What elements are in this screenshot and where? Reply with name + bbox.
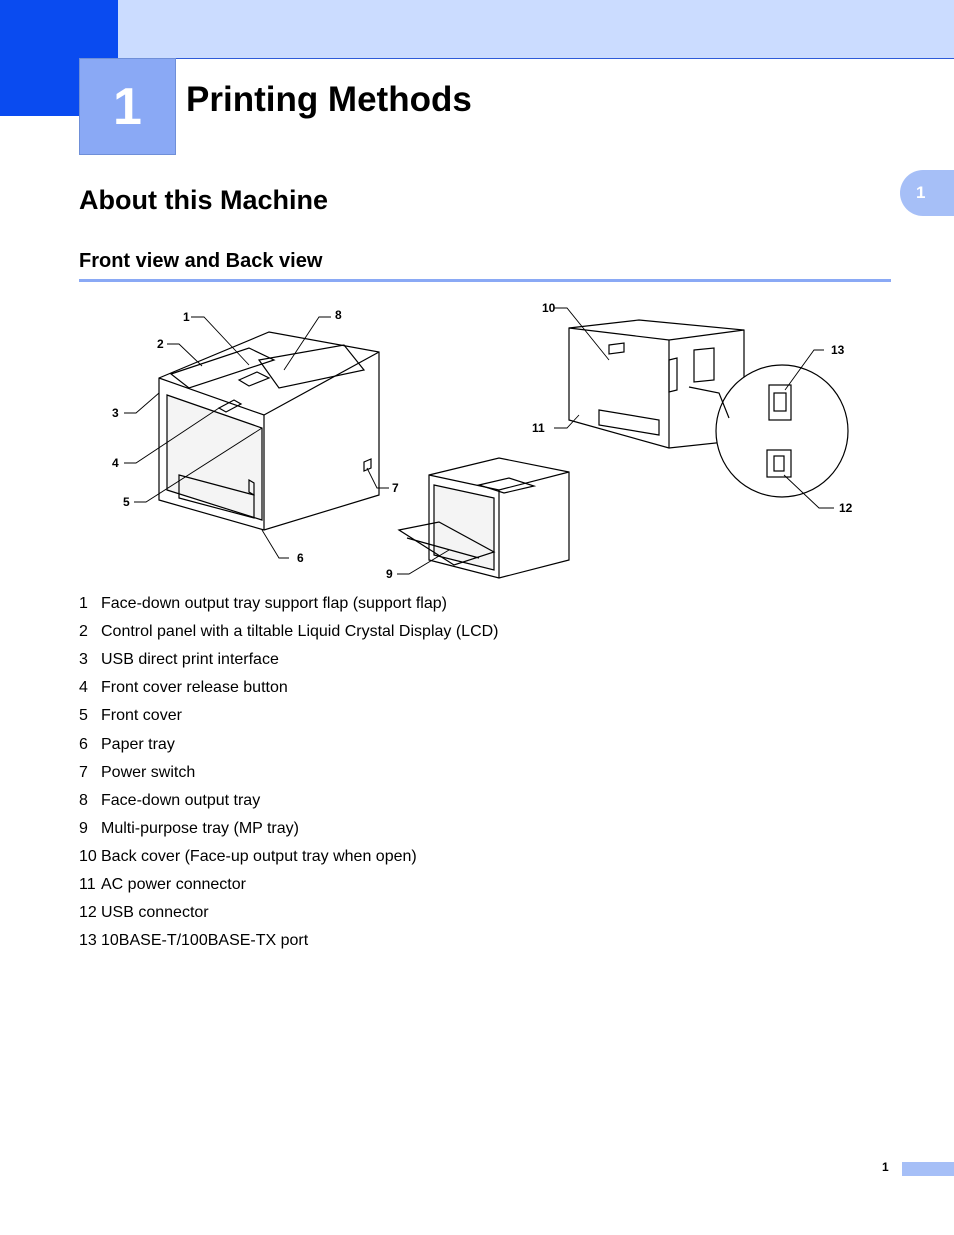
legend-num: 6 (79, 735, 88, 753)
legend-text: Front cover release button (101, 679, 288, 697)
legend-num: 10 (79, 847, 97, 865)
legend-item (79, 674, 499, 702)
legend-item (79, 730, 499, 758)
callout-1: 1 (183, 310, 190, 324)
callout-8: 8 (335, 308, 342, 322)
legend-text: Face-down output tray (101, 791, 261, 809)
side-chapter-tab: 1 (900, 170, 954, 216)
legend-num: 13 (79, 932, 97, 950)
legend-item (79, 871, 499, 899)
callout-5: 5 (123, 495, 130, 509)
callout-4: 4 (112, 456, 119, 470)
legend-item (79, 702, 499, 730)
legend-item (79, 759, 499, 787)
legend-num: 9 (79, 819, 88, 837)
header-band-light (118, 0, 954, 59)
page-number: 1 (882, 1160, 889, 1174)
legend-text: 10BASE-T/100BASE-TX port (101, 932, 309, 950)
legend-text: Multi-purpose tray (MP tray) (101, 819, 299, 837)
front-printer-drawing (159, 332, 379, 530)
callout-7: 7 (392, 481, 399, 495)
callout-6: 6 (297, 551, 304, 565)
callout-13: 13 (831, 343, 845, 357)
chapter-number: 1 (79, 58, 176, 155)
legend-num: 4 (79, 679, 88, 697)
subsection-rule (79, 279, 891, 282)
legend-num: 2 (79, 623, 88, 641)
legend-item (79, 787, 499, 815)
legend-item (79, 590, 499, 618)
legend-item (79, 618, 499, 646)
legend-item (79, 843, 499, 871)
legend-text: Power switch (101, 763, 196, 781)
parts-legend (79, 590, 499, 955)
legend-num: 5 (79, 707, 88, 725)
legend-text: USB direct print interface (101, 651, 279, 669)
legend-num: 7 (79, 763, 88, 781)
machine-illustration (79, 290, 879, 590)
legend-text: Front cover (101, 707, 182, 725)
callout-12: 12 (839, 501, 853, 515)
subsection-title: Front view and Back view (79, 250, 323, 272)
legend-item (79, 899, 499, 927)
legend-num: 3 (79, 651, 88, 669)
legend-item (79, 815, 499, 843)
legend-text: Face-down output tray support flap (support flap) (101, 595, 447, 613)
legend-text: Control panel with a tiltable Liquid Crystal Display (LCD) (101, 623, 499, 641)
legend-text: Back cover (Face-up output tray when open) (101, 847, 417, 865)
legend-item (79, 927, 499, 955)
chapter-title: Printing Methods (186, 80, 472, 119)
callout-11: 11 (532, 421, 545, 435)
callout-10: 10 (542, 301, 556, 315)
page-number-tab (902, 1162, 954, 1176)
legend-num: 11 (79, 875, 96, 893)
callout-9: 9 (386, 567, 393, 581)
legend-item (79, 646, 499, 674)
legend-text: AC power connector (101, 875, 246, 893)
legend-text: USB connector (101, 904, 209, 922)
callout-3: 3 (112, 406, 119, 420)
section-title: About this Machine (79, 185, 328, 215)
mp-tray-printer-drawing (399, 458, 569, 578)
legend-num: 1 (79, 595, 88, 613)
legend-num: 12 (79, 904, 97, 922)
legend-text: Paper tray (101, 735, 175, 753)
callout-2: 2 (157, 337, 164, 351)
legend-num: 8 (79, 791, 88, 809)
